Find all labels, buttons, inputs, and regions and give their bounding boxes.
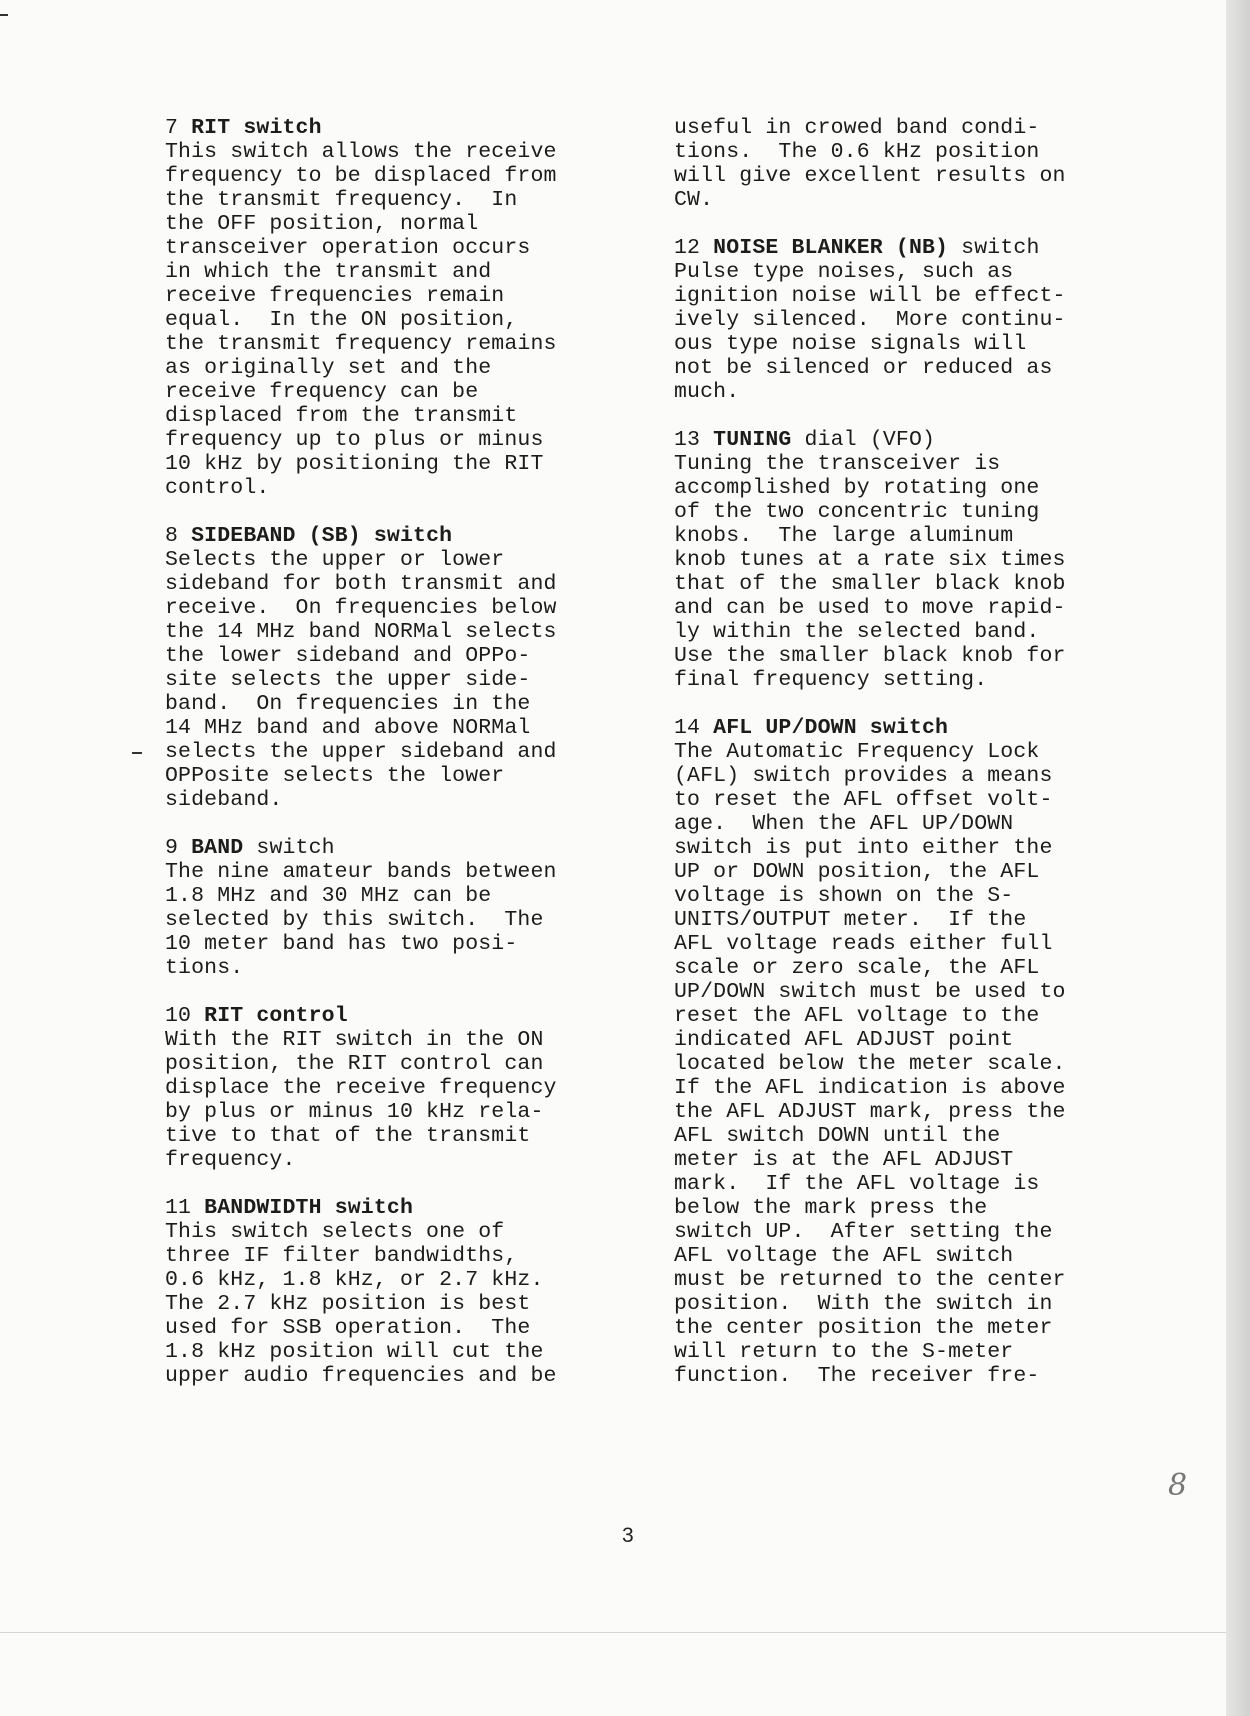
text-line: the AFL ADJUST mark, press the [674,1100,1066,1124]
text-line: must be returned to the center [674,1268,1066,1292]
text-line: position. With the switch in [674,1292,1053,1316]
text-line: displaced from the transmit [165,404,518,428]
text-line: frequency. [165,1148,296,1172]
text-line: accomplished by rotating one [674,476,1040,500]
text-line: transceiver operation occurs [165,236,531,260]
text-line: in which the transmit and [165,260,492,284]
text-line: With the RIT switch in the ON [165,1028,544,1052]
text-line: ous type noise signals will [674,332,1027,356]
text-line: control. [165,476,270,500]
text-line: ively silenced. More continu- [674,308,1066,332]
heading-number: 8 [165,524,179,548]
text-line: 0.6 kHz, 1.8 kHz, or 2.7 kHz. [165,1268,544,1292]
section-heading [674,236,1144,260]
section [674,428,1144,692]
text-line: upper audio frequencies and be [165,1364,557,1388]
text-line: The 2.7 kHz position is best [165,1292,531,1316]
text-line: 10 meter band has two posi- [165,932,518,956]
heading-number: 7 [165,116,179,140]
text-line: CW. [674,188,714,212]
text-line: (AFL) switch provides a means [674,764,1053,788]
text-line: age. When the AFL UP/DOWN [674,812,1014,836]
text-line: knobs. The large aluminum [674,524,1014,548]
text-line: that of the smaller black knob [674,572,1066,596]
heading-keyword: NOISE BLANKER (NB) [713,236,949,260]
text-line: sideband. [165,788,283,812]
text-line: below the mark press the [674,1196,988,1220]
section [674,236,1144,404]
text-line: final frequency setting. [674,668,988,692]
heading-number: 10 [165,1004,192,1028]
heading-suffix: switch [948,236,1040,260]
section [165,836,635,980]
text-line: useful in crowed band condi- [674,116,1040,140]
text-line: the transmit frequency. In [165,188,518,212]
text-line: to reset the AFL offset volt- [674,788,1053,812]
text-line: 14 MHz band and above NORMal [165,716,531,740]
text-line: as originally set and the [165,356,492,380]
text-line: voltage is shown on the S- [674,884,1014,908]
heading-suffix: switch [243,836,335,860]
text-line: OPPosite selects the lower [165,764,505,788]
heading-number: 14 [674,716,701,740]
fold-line [0,1632,1226,1633]
left-column [165,116,635,1412]
text-line: the center position the meter [674,1316,1053,1340]
section [165,524,635,812]
text-line: AFL voltage reads either full [674,932,1053,956]
text-line: If the AFL indication is above [674,1076,1066,1100]
text-line: meter is at the AFL ADJUST [674,1148,1014,1172]
heading-keyword: BAND [191,836,244,860]
text-line: tive to that of the transmit [165,1124,531,1148]
text-line: This switch selects one of [165,1220,505,1244]
corner-mark [0,14,8,16]
text-line: reset the AFL voltage to the [674,1004,1040,1028]
text-line: switch UP. After setting the [674,1220,1053,1244]
heading-number: 12 [674,236,701,260]
section [165,1196,635,1388]
section-heading [165,836,635,860]
text-line: 10 kHz by positioning the RIT [165,452,544,476]
text-line: selected by this switch. The [165,908,544,932]
text-line: scale or zero scale, the AFL [674,956,1040,980]
heading-suffix: dial (VFO) [791,428,936,452]
section-heading [165,524,635,548]
text-line: much. [674,380,740,404]
text-line: Selects the upper or lower [165,548,505,572]
section-heading [165,116,635,140]
text-line: sideband for both transmit and [165,572,557,596]
text-line: tions. The 0.6 kHz position [674,140,1040,164]
text-line: the OFF position, normal [165,212,479,236]
section-heading [674,716,1144,740]
heading-number: 9 [165,836,179,860]
text-line: mark. If the AFL voltage is [674,1172,1040,1196]
text-line: UP/DOWN switch must be used to [674,980,1066,1004]
text-line: band. On frequencies in the [165,692,531,716]
heading-keyword: RIT control [204,1004,348,1028]
text-line: the 14 MHz band NORMal selects [165,620,557,644]
page-edge [1226,0,1250,1716]
heading-keyword: TUNING [713,428,792,452]
section [165,1004,635,1172]
text-line: This switch allows the receive [165,140,557,164]
text-line: indicated AFL ADJUST point [674,1028,1014,1052]
section [674,116,1144,212]
text-line: ly within the selected band. [674,620,1040,644]
text-line: Use the smaller black knob for [674,644,1066,668]
section-heading [165,1196,635,1220]
heading-number: 11 [165,1196,192,1220]
text-line: by plus or minus 10 kHz rela- [165,1100,544,1124]
text-line: not be silenced or reduced as [674,356,1053,380]
text-line: the transmit frequency remains [165,332,557,356]
text-line: 1.8 kHz position will cut the [165,1340,544,1364]
text-line: 1.8 MHz and 30 MHz can be [165,884,492,908]
text-line: UNITS/OUTPUT meter. If the [674,908,1027,932]
text-line: displace the receive frequency [165,1076,557,1100]
text-line: position, the RIT control can [165,1052,544,1076]
text-line: knob tunes at a rate six times [674,548,1066,572]
text-line: tions. [165,956,244,980]
text-line: Pulse type noises, such as [674,260,1014,284]
margin-dash [132,752,142,754]
page-number: 3 [622,1524,634,1547]
text-line: and can be used to move rapid- [674,596,1066,620]
text-line: the lower sideband and OPPo- [165,644,531,668]
text-line: three IF filter bandwidths, [165,1244,518,1268]
text-line: switch is put into either the [674,836,1053,860]
handwritten-note: 8 [1168,1468,1188,1503]
text-line: frequency up to plus or minus [165,428,544,452]
text-line: The nine amateur bands between [165,860,557,884]
text-line: AFL switch DOWN until the [674,1124,1001,1148]
text-line: selects the upper sideband and [165,740,557,764]
text-line: site selects the upper side- [165,668,531,692]
text-line: will give excellent results on [674,164,1066,188]
text-line: AFL voltage the AFL switch [674,1244,1014,1268]
heading-number: 13 [674,428,701,452]
text-line: located below the meter scale. [674,1052,1066,1076]
text-line: equal. In the ON position, [165,308,518,332]
text-line: ignition noise will be effect- [674,284,1066,308]
text-line: receive. On frequencies below [165,596,557,620]
heading-keyword: AFL UP/DOWN switch [713,716,949,740]
text-line: The Automatic Frequency Lock [674,740,1040,764]
text-line: will return to the S-meter [674,1340,1014,1364]
text-line: function. The receiver fre- [674,1364,1040,1388]
text-line: receive frequency can be [165,380,479,404]
text-line: UP or DOWN position, the AFL [674,860,1040,884]
heading-keyword: SIDEBAND (SB) switch [191,524,453,548]
text-line: Tuning the transceiver is [674,452,1001,476]
section-heading [165,1004,635,1028]
heading-keyword: RIT switch [191,116,322,140]
right-column [674,116,1144,1412]
text-line: frequency to be displaced from [165,164,557,188]
heading-keyword: BANDWIDTH switch [204,1196,414,1220]
text-line: used for SSB operation. The [165,1316,531,1340]
text-line: receive frequencies remain [165,284,505,308]
section-heading [674,428,1144,452]
text-line: of the two concentric tuning [674,500,1040,524]
section [165,116,635,500]
section [674,716,1144,1388]
